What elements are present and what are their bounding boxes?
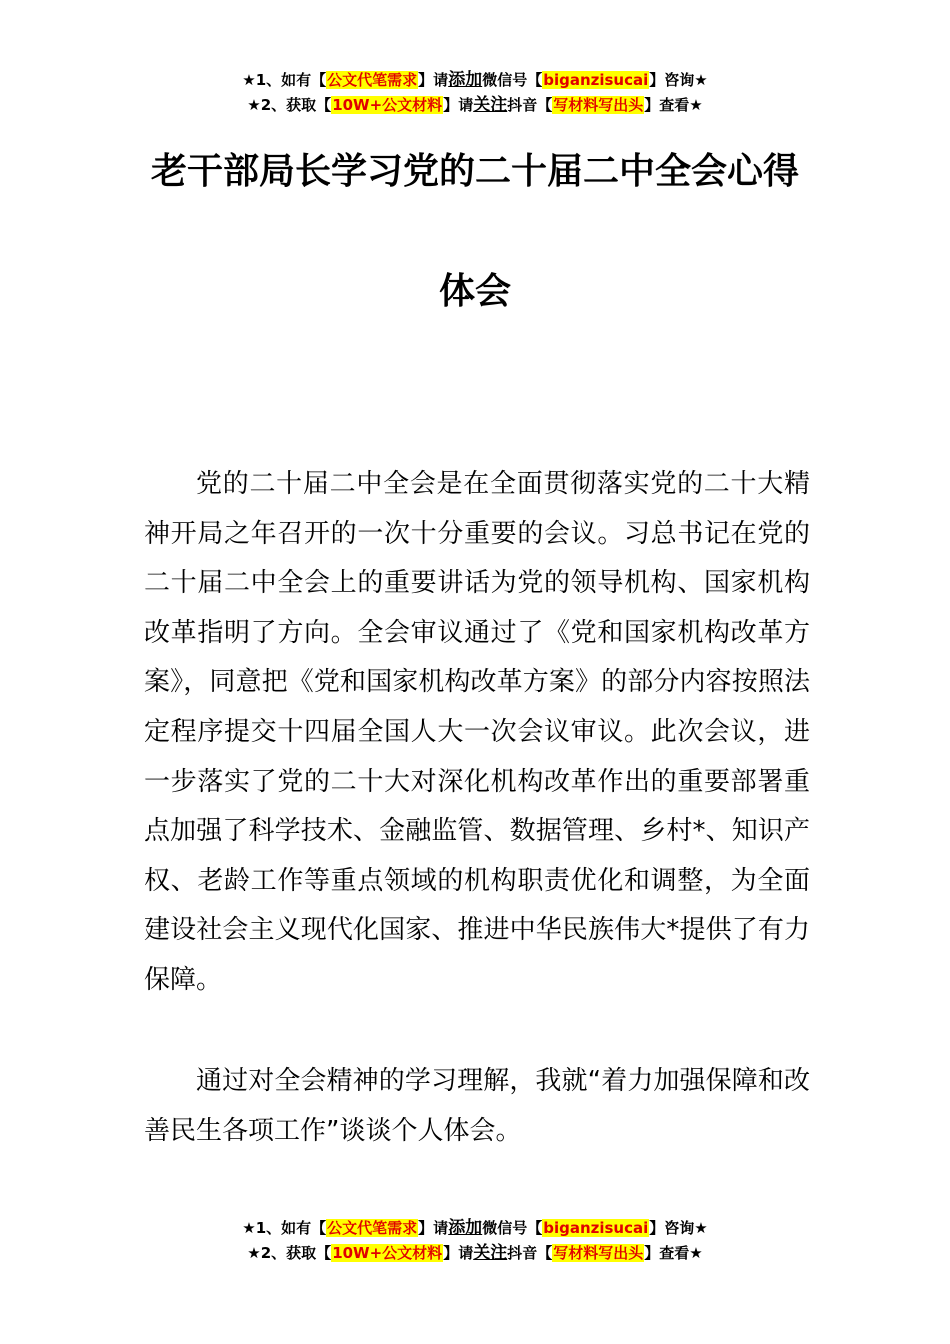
- paragraph-text: 通过对全会精神的学习理解，我就“着力加强保障和改善民生各项工作”谈谈个人体会。: [144, 1066, 810, 1146]
- wechat-id: biganzisucai: [543, 1219, 649, 1237]
- banner-text: ★2、获取【: [247, 1244, 332, 1262]
- wechat-id: biganzisucai: [543, 71, 649, 89]
- document-title: 老干部局长学习党的二十届二中全会心得: [150, 151, 799, 192]
- highlight-text: 公文代笔需求: [327, 71, 418, 89]
- body-paragraph-1: [144, 460, 810, 1006]
- underlined-text: 关注: [473, 95, 508, 115]
- bottom-banner: [0, 1216, 950, 1266]
- underlined-text: 关注: [473, 1243, 508, 1263]
- banner-text: 】查看★: [644, 96, 703, 114]
- banner-line-2: [0, 1241, 950, 1266]
- banner-line-1: [0, 68, 950, 93]
- banner-text: ★1、如有【: [242, 1219, 327, 1237]
- banner-line-2: [0, 93, 950, 118]
- underlined-text: 添加: [448, 1218, 483, 1238]
- highlight-text: 10W+公文材料: [332, 1244, 443, 1262]
- banner-line-1: [0, 1216, 950, 1241]
- banner-text: 微信号【: [482, 1219, 543, 1237]
- banner-text: 】请: [443, 1244, 474, 1262]
- banner-text: 】请: [418, 71, 449, 89]
- banner-text: 抖音【: [507, 1244, 553, 1262]
- banner-text: 微信号【: [482, 71, 543, 89]
- banner-text: 抖音【: [507, 96, 553, 114]
- paragraph-text: 党的二十届二中全会是在全面贯彻落实党的二十大精神开局之年召开的一次十分重要的会议。习总书记在党的二十届二中全会上的重要讲话为党的领导机构、国家机构改革指明了方向。全会审议通过了《党和国家机构改革方案》，同意把《党和国家机构改革方案》的部分内容按照法定程序提交十四届全国人大一次会议审议。此次会议，进一步落实了党的二十大对深化机构改革作出的重要部署重点加强了科学技术、金融监管、数据管理、乡村*、知识产权、老龄工作等重点领域的机构职责优化和调整，为全面建设社会主义现代化国家、推进中华民族伟大*提供了有力保障。: [144, 469, 810, 995]
- document-title-continued: 体会: [438, 271, 511, 312]
- banner-text: 】请: [443, 96, 474, 114]
- banner-text: ★2、获取【: [247, 96, 332, 114]
- highlight-text: 10W+公文材料: [332, 96, 443, 114]
- douyin-id: 写材料写出头: [553, 1244, 644, 1262]
- banner-text: 】咨询★: [649, 71, 708, 89]
- banner-text: 】请: [418, 1219, 449, 1237]
- top-banner: [0, 68, 950, 118]
- body-paragraph-2: [144, 1057, 810, 1156]
- banner-text: 】咨询★: [649, 1219, 708, 1237]
- banner-text: ★1、如有【: [242, 71, 327, 89]
- highlight-text: 公文代笔需求: [327, 1219, 418, 1237]
- douyin-id: 写材料写出头: [553, 96, 644, 114]
- banner-text: 】查看★: [644, 1244, 703, 1262]
- underlined-text: 添加: [448, 70, 483, 90]
